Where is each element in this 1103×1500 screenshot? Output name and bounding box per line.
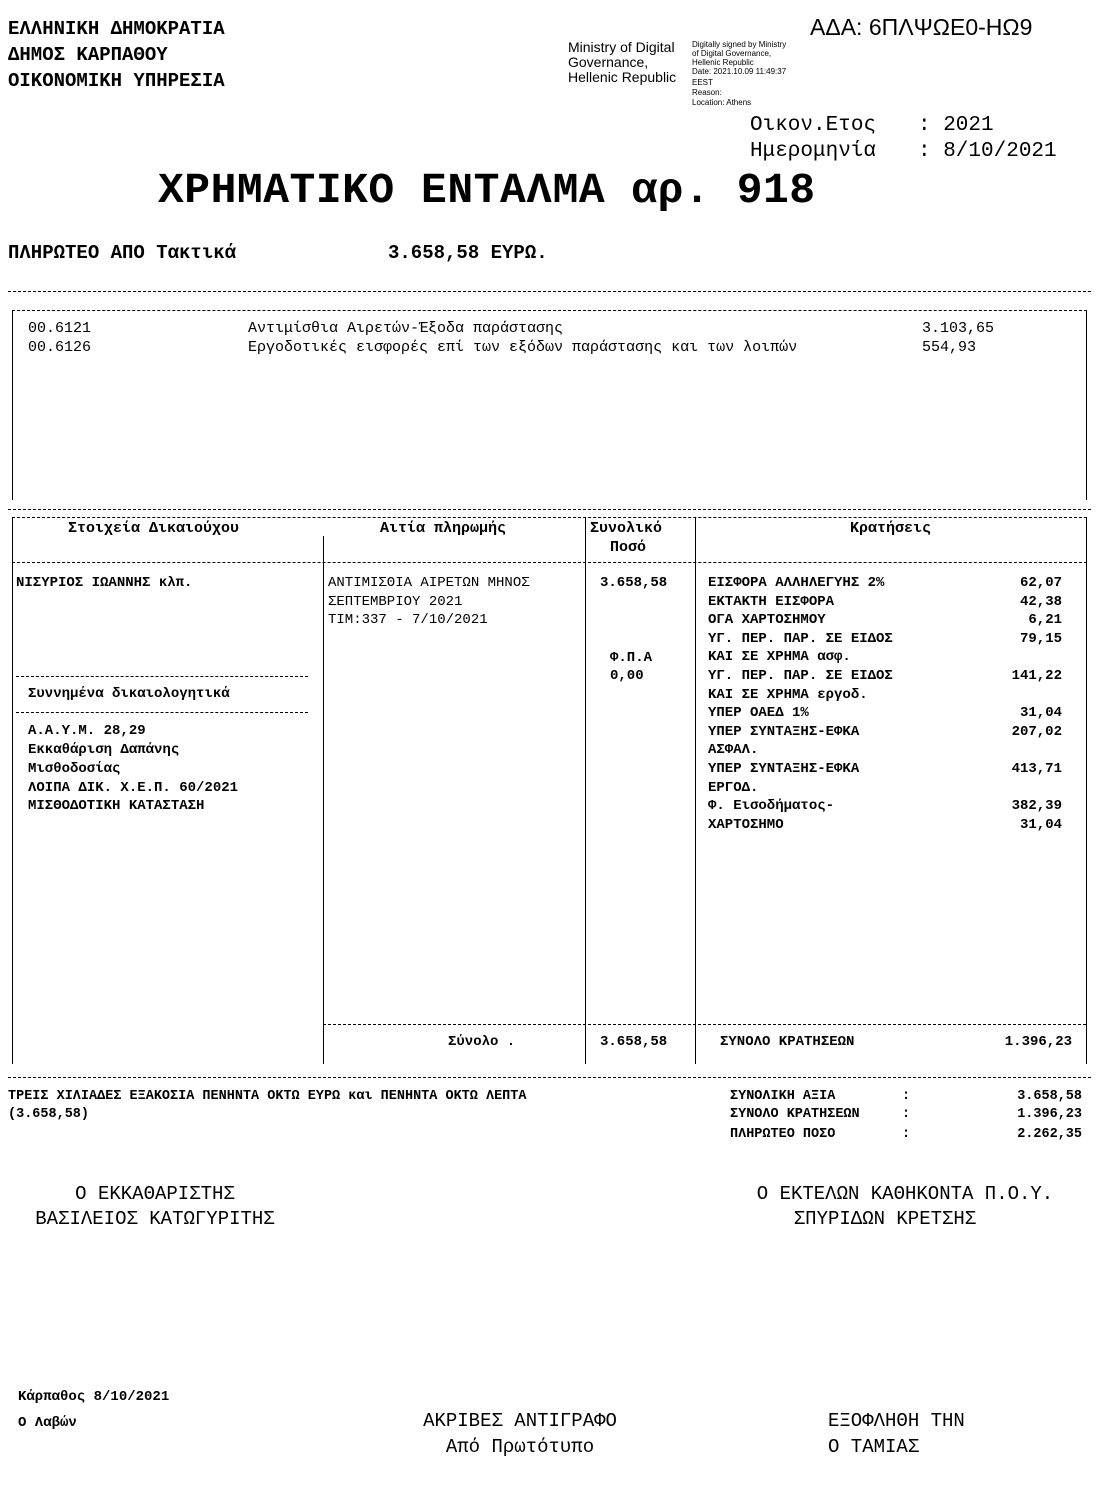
sum-deductions-total: 1.396,23 (1004, 1034, 1072, 1050)
list-item: Α.Α.Υ.Μ. 28,29 (28, 723, 146, 739)
total-amount: 3.658,58 (600, 575, 668, 591)
summary-label: ΣΥΝΟΛΟ ΚΡΑΤΗΣΕΩΝ (730, 1107, 860, 1122)
signatory-left-title: Ο ΕΚΚΑΘΑΡΙΣΤΗΣ (75, 1183, 235, 1205)
col-header-reason: Αιτία πληρωμής (380, 520, 507, 537)
deduction-label: ΧΑΡΤΟΣΗΜΟ (708, 817, 784, 833)
box-border-right (1086, 310, 1087, 500)
paid-line-1: ΕΞΟΦΛΗΘΗ ΤΗΝ (828, 1410, 965, 1432)
deduction-label: ΚΑΙ ΣΕ ΧΡΗΜΑ εργοδ. (708, 687, 868, 703)
payable-label: ΠΛΗΡΩΤΕΟ ΑΠΟ Τακτικά (8, 242, 237, 264)
vat-value: 0,00 (610, 668, 644, 684)
signer-line-3: Hellenic Republic (568, 69, 677, 85)
table-border-right (1086, 517, 1087, 1064)
receiver-label: Ο Λαβών (18, 1415, 77, 1431)
deduction-label: ΟΓΑ ΧΑΡΤΟΣΗΜΟΥ (708, 612, 826, 628)
vat-label: Φ.Π.Α (610, 650, 653, 666)
fiscal-year-value: : 2021 (918, 114, 994, 137)
list-item: Εκκαθάριση Δαπάνης (28, 742, 180, 758)
reason-line-2: ΣΕΠΤΕΜΒΡΙΟΥ 2021 (328, 594, 463, 610)
payable-amount: 3.658,58 ΕΥΡΩ. (388, 242, 548, 264)
column-separator (323, 536, 324, 1064)
deduction-label: ΕΚΤΑΚΤΗ ΕΙΣΦΟΡΑ (708, 594, 835, 610)
divider (323, 1024, 1086, 1025)
sum-amount: 3.658,58 (600, 1034, 668, 1050)
summary-sep: : (902, 1089, 911, 1104)
deduction-label: ΑΣΦΑΛ. (708, 742, 759, 758)
deduction-label: ΥΠΕΡ ΣΥΝΤΑΞΗΣ-ΕΦΚΑ (708, 724, 860, 740)
account-code: 00.6126 (28, 339, 92, 356)
deduction-label: ΥΠΕΡ ΣΥΝΤΑΞΗΣ-ΕΦΚΑ (708, 761, 860, 777)
account-amount: 554,93 (922, 339, 977, 356)
summary-value: 3.658,58 (1017, 1089, 1082, 1104)
deduction-label: ΕΡΓΟΔ. (708, 780, 759, 796)
sum-deductions-label: ΣΥΝΟΛΟ ΚΡΑΤΗΣΕΩΝ (720, 1034, 855, 1050)
list-item: Μισθοδοσίας (28, 761, 121, 777)
account-amount: 3.103,65 (922, 320, 995, 337)
deduction-value: 62,07 (1019, 575, 1062, 591)
divider (12, 310, 1087, 311)
column-separator (695, 518, 696, 1064)
column-separator (585, 518, 586, 1064)
summary-sep: : (902, 1127, 911, 1142)
sig-line-2: of Digital Governance, (692, 49, 772, 58)
summary-value: 1.396,23 (1017, 1107, 1082, 1122)
sig-line-4: Date: 2021.10.09 11:49:37 (692, 67, 787, 76)
account-desc: Αντιμίσθια Αιρετών-Έξοδα παράστασης (248, 320, 564, 337)
signatory-right-name: ΣΠΥΡΙΔΩΝ ΚΡΕΤΣΗΣ (793, 1208, 977, 1230)
date-value: : 8/10/2021 (918, 140, 1057, 163)
deduction-value: 413,71 (1011, 761, 1062, 777)
date-label: Ημερομηνία (750, 140, 877, 163)
deduction-value: 207,02 (1011, 724, 1062, 740)
beneficiary-name: ΝΙΣΥΡΙΟΣ ΙΩΑΝΝΗΣ κλπ. (16, 575, 193, 591)
deduction-value: 79,15 (1019, 631, 1062, 647)
divider (16, 676, 308, 677)
divider (8, 291, 1091, 292)
copy-stamp-line-2: Από Πρωτότυπο (445, 1436, 595, 1458)
divider (8, 509, 1091, 510)
sig-line-6: Reason: (692, 88, 722, 97)
sig-line-1: Digitally signed by Ministry (692, 40, 787, 49)
col-header-beneficiary: Στοιχεία Δικαιούχου (68, 520, 240, 537)
reason-line-3: ΤΙΜ:337 - 7/10/2021 (328, 612, 488, 628)
box-border-left (12, 310, 13, 500)
org-line-2: ΔΗΜΟΣ ΚΑΡΠΑΘΟΥ (8, 44, 168, 66)
summary-value: 2.262,35 (1017, 1127, 1082, 1142)
divider (12, 517, 1087, 518)
org-line-1: ΕΛΛΗΝΙΚΗ ΔΗΜΟΚΡΑΤΙΑ (8, 18, 225, 40)
summary-label: ΣΥΝΟΛΙΚΗ ΑΞΙΑ (730, 1089, 836, 1104)
sig-line-3: Hellenic Republic (692, 58, 754, 67)
deduction-value: 31,04 (1019, 705, 1062, 721)
document-title: ΧΡΗΜΑΤΙΚΟ ΕΝΤΑΛΜΑ αρ. 918 (158, 166, 816, 215)
signatory-left-name: ΒΑΣΙΛΕΙΟΣ ΚΑΤΩΓΥΡΙΤΗΣ (35, 1208, 275, 1230)
summary-sep: : (902, 1107, 911, 1122)
divider (16, 712, 308, 713)
signer-line-2: Governance, (568, 54, 649, 70)
sum-label: Σύνολο . (448, 1034, 516, 1050)
paid-line-2: Ο ΤΑΜΙΑΣ (828, 1436, 920, 1458)
sig-line-7: Location: Athens (692, 98, 752, 107)
deduction-label: ΚΑΙ ΣΕ ΧΡΗΜΑ ασφ. (708, 649, 851, 665)
col-header-total-1: Συνολικό (590, 520, 663, 537)
col-header-deductions: Κρατήσεις (850, 520, 932, 537)
org-line-3: ΟΙΚΟΝΟΜΙΚΗ ΥΠΗΡΕΣΙΑ (8, 70, 225, 92)
deduction-label: ΥΓ. ΠΕΡ. ΠΑΡ. ΣΕ ΕΙΔΟΣ (708, 631, 893, 647)
col-header-total-2: Ποσό (610, 539, 647, 556)
amount-in-words: ΤΡΕΙΣ ΧΙΛΙΑΔΕΣ ΕΞΑΚΟΣΙΑ ΠΕΝΗΝΤΑ ΟΚΤΩ ΕΥΡΩ και ΠΕΝΗΝΤΑ ΟΚΤΩ ΛΕΠΤΑ (8, 1089, 527, 1104)
list-item: ΛΟΙΠΑ ΔΙΚ. Χ.Ε.Π. 60/2021 (28, 780, 239, 796)
deduction-label: ΕΙΣΦΟΡΑ ΑΛΛΗΛΕΓΥΗΣ 2% (708, 575, 885, 591)
divider (8, 1077, 1091, 1078)
deduction-value: 382,39 (1011, 798, 1062, 814)
signatory-right-title: Ο ΕΚΤΕΛΩΝ ΚΑΘΗΚΟΝΤΑ Π.Ο.Υ. (756, 1183, 1054, 1205)
copy-stamp-line-1: ΑΚΡΙΒΕΣ ΑΝΤΙΓΡΑΦΟ (423, 1410, 617, 1432)
sig-line-5: EEST (692, 78, 713, 87)
divider (12, 562, 1087, 563)
fiscal-year-label: Οικον.Ετος (750, 114, 877, 137)
account-code: 00.6121 (28, 320, 92, 337)
account-desc: Εργοδοτικές εισφορές επί των εξόδων παράστασης και των λοιπών (248, 339, 798, 356)
place-date: Κάρπαθος 8/10/2021 (18, 1389, 170, 1405)
deduction-label: ΥΓ. ΠΕΡ. ΠΑΡ. ΣΕ ΕΙΔΟΣ (708, 668, 893, 684)
deduction-value: 31,04 (1019, 817, 1062, 833)
deduction-value: 141,22 (1011, 668, 1062, 684)
deduction-value: 6,21 (1028, 612, 1062, 628)
attachments-label: Συννημένα δικαιολογητικά (28, 686, 230, 702)
ada-code: ΑΔΑ: 6ΠΛΨΩΕ0-ΗΩ9 (810, 14, 1033, 40)
table-border-left (12, 517, 13, 1064)
deduction-value: 42,38 (1019, 594, 1062, 610)
summary-label: ΠΛΗΡΩΤΕΟ ΠΟΣΟ (730, 1127, 836, 1142)
reason-line-1: ΑΝΤΙΜΙΣΘΙΑ ΑΙΡΕΤΩΝ ΜΗΝΟΣ (328, 575, 530, 591)
signer-line-1: Ministry of Digital (568, 39, 675, 55)
list-item: ΜΙΣΘΟΔΟΤΙΚΗ ΚΑΤΑΣΤΑΣΗ (28, 798, 205, 814)
deduction-label: ΥΠΕΡ ΟΑΕΔ 1% (708, 705, 809, 721)
deduction-label: Φ. Εισοδήματος- (708, 798, 835, 814)
amount-in-words-numeric: (3.658,58) (8, 1107, 90, 1122)
